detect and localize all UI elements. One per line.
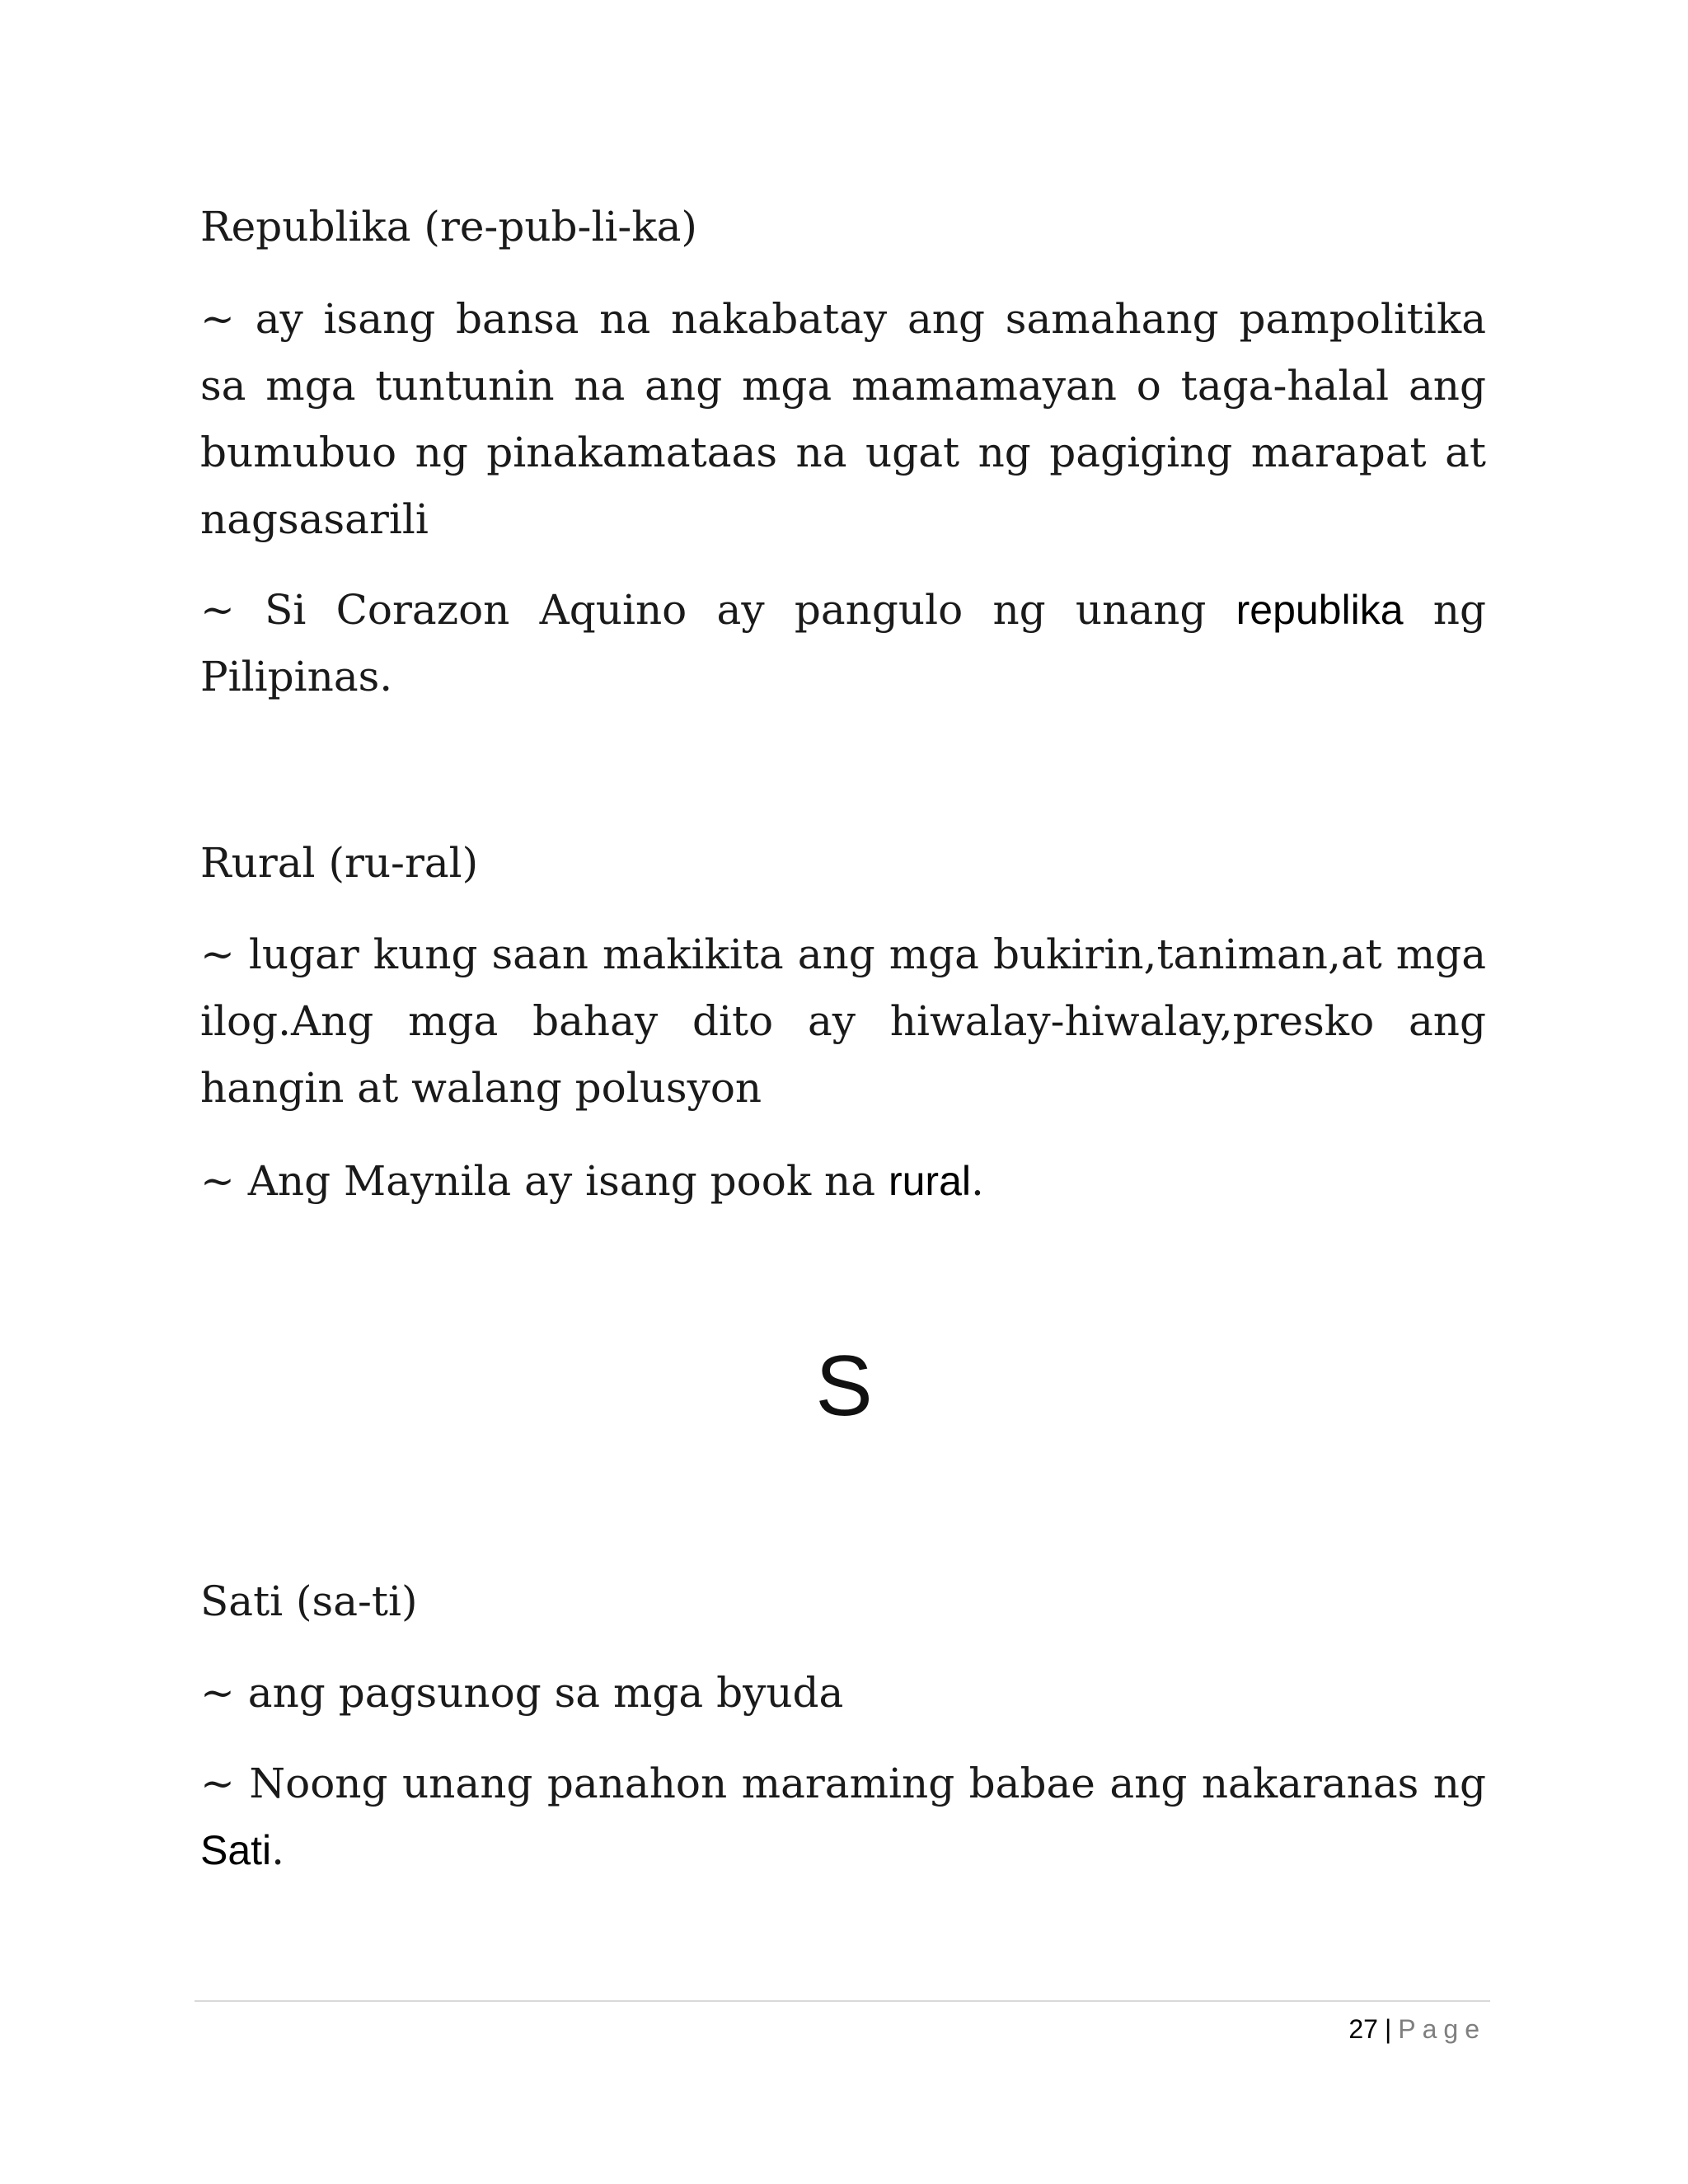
example-sati xyxy=(200,1750,1486,1884)
example-text-before: ~ Noong unang panahon maraming babae ang nakaranas ng xyxy=(200,1760,1486,1807)
page-footer xyxy=(1348,2008,1486,2050)
example-sentence xyxy=(200,1148,1486,1215)
definition-text: ~ ang pagsunog sa mga byuda xyxy=(200,1669,844,1717)
page-label: Page xyxy=(1398,2014,1486,2044)
definition-rural xyxy=(200,921,1486,1122)
example-keyword: Sati xyxy=(200,1827,272,1873)
section-letter: S xyxy=(815,1338,873,1434)
example-keyword: republika xyxy=(1236,587,1404,633)
footer-divider xyxy=(195,2000,1490,2002)
definition-text: ~ ay isang bansa na nakabatay ang samahang pampolitika sa mga tuntunin na ang mga mamamayan o taga-halal ang bumubuo ng pinakamataas na ugat ng pagiging marapat at nagsasarili xyxy=(200,295,1486,543)
example-text-after: ng Pilipinas. xyxy=(200,586,1486,701)
definition-text: ~ lugar kung saan makikita ang mga bukirin,taniman,at mga ilog.Ang mga bahay dito ay hiwalay-hiwalay,presko ang hangin at walang polusyon xyxy=(200,930,1486,1112)
example-sentence xyxy=(200,1750,1486,1884)
example-republika xyxy=(200,577,1486,710)
example-rural xyxy=(200,1148,1486,1215)
definition-republika xyxy=(200,286,1486,553)
term-heading: Sati (sa-ti) xyxy=(200,1577,418,1625)
example-text-before: ~ Si Corazon Aquino ay pangulo ng unang xyxy=(200,586,1236,634)
entry-rural xyxy=(200,830,1486,896)
page-number: 27 xyxy=(1348,2014,1378,2044)
example-text-before: ~ Ang Maynila ay isang pook na xyxy=(200,1157,889,1205)
entry-republika xyxy=(200,194,1486,260)
example-text-after: . xyxy=(971,1157,984,1205)
definition-sati xyxy=(200,1660,1486,1727)
example-text-after: . xyxy=(271,1826,285,1874)
term-heading: Rural (ru-ral) xyxy=(200,839,479,887)
term-heading: Republika (re-pub-li-ka) xyxy=(200,203,697,251)
example-sentence xyxy=(200,577,1486,710)
example-keyword: rural xyxy=(888,1158,971,1204)
entry-sati xyxy=(200,1568,1486,1634)
footer-separator: | xyxy=(1384,2014,1392,2044)
